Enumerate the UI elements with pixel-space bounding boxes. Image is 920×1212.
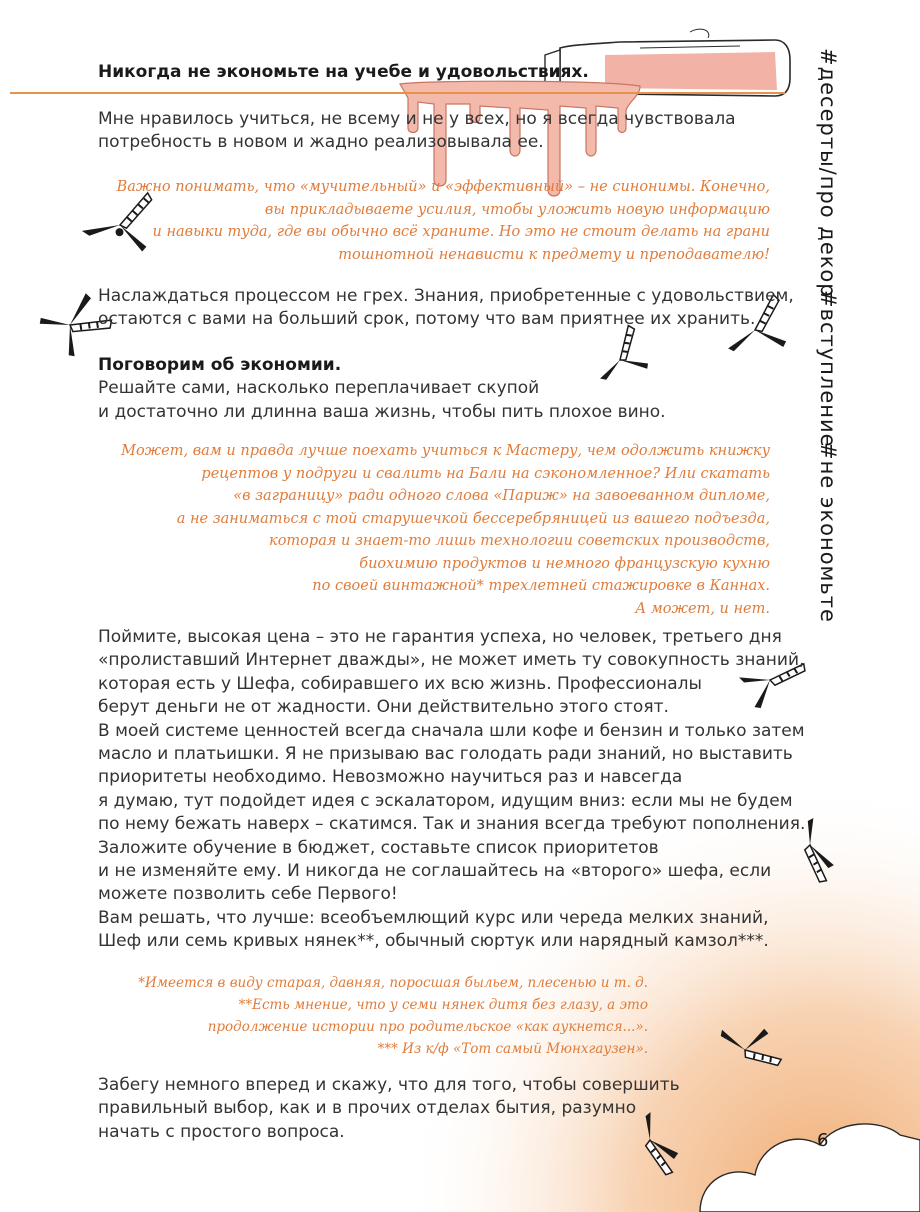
text-line: я думаю, тут подойдет идея с эскалатором, идущим вниз: если мы не будем [98, 790, 793, 811]
footnote-line: **Есть мнение, что у семи нянек дитя без глазу, а это [238, 997, 648, 1013]
text-line: можете позволить себе Первого! [98, 884, 398, 905]
text-line: Решайте сами, насколько переплачивает скупой [98, 378, 540, 399]
text-line: Шеф или семь кривых нянек**, обычный сюртук или нарядный камзол***. [98, 931, 769, 952]
text-line: Поймите, высокая цена – это не гарантия успеха, но человек, третьего дня [98, 627, 782, 647]
quote-line: Может, вам и правда лучше поехать учиться к Мастеру, чем одолжить книжку [121, 443, 770, 459]
footnote-line: *Имеется в виду старая, давняя, поросшая быльем, плесенью и т. д. [138, 975, 648, 991]
quote-line: «в заграницу» ради одного слова «Париж» на завоеванном дипломе, [233, 488, 770, 504]
text-line: потребность в новом и жадно реализовывала ее. [98, 132, 544, 153]
text-line: которая есть у Шефа, собиравшего их всю жизнь. Профессионалы [98, 673, 702, 694]
text-line: и не изменяйте ему. И никогда не соглашайтесь на «второго» шефа, если [98, 861, 772, 882]
heading-rule [10, 92, 785, 94]
text-line: правильный выбор, как и в прочих отделах бытия, разумно [98, 1098, 637, 1119]
text-line: масло и платьишки. Я не призываю вас голодать ради знаний, но выставить [98, 744, 793, 765]
tag-dont-save: #не экономьте [816, 442, 840, 623]
tag-desserts: #десерты/про декор [816, 48, 840, 298]
text-line: начать с простого вопроса. [98, 1121, 345, 1142]
quote-block-2 [121, 440, 770, 620]
quote-line: вы прикладываете усилия, чтобы уложить новую информацию [264, 201, 770, 218]
text-line: Мне нравилось учиться, не всему и не у всех, но я всегда чувствовала [98, 109, 736, 129]
text-line: и достаточно ли длинна ваша жизнь, чтобы пить плохое вино. [98, 401, 666, 422]
intro-paragraph [98, 108, 736, 155]
footnote-line: продолжение истории про родительское «как аукнется...». [207, 1019, 648, 1035]
economy-title: Поговорим об экономии. [98, 355, 342, 375]
quote-line: биохимию продуктов и немного французскую кухню [359, 555, 770, 572]
outro-paragraph [98, 1074, 680, 1144]
footnote-line: *** Из к/ф «Тот самый Мюнхгаузен». [377, 1041, 648, 1057]
text-line: «пролиставший Интернет дважды», не может иметь ту совокупность знаний, [98, 650, 805, 671]
tag-sidebar [800, 0, 850, 623]
quote-line: а не заниматься с той старушечкой бессеребряницей из вашего подъезда, [176, 510, 770, 527]
text-line: Наслаждаться процессом не грех. Знания, приобретенные с удовольствием, [98, 286, 794, 306]
page-heading: Никогда не экономьте на учебе и удовольствиях. [98, 62, 589, 82]
quote-line: Важно понимать, что «мучительный» и «эффективный» – не синонимы. Конечно, [116, 179, 770, 195]
enjoy-paragraph [98, 285, 794, 332]
quote-line: рецептов у подруги и свалить на Бали на сэкономленное? Или скатать [201, 465, 770, 482]
quote-line: А может, и нет. [635, 600, 770, 617]
text-line: приоритеты необходимо. Невозможно научиться раз и навсегда [98, 767, 683, 788]
main-paragraph [98, 626, 805, 954]
economy-section [98, 354, 666, 424]
quote-block-1 [117, 176, 770, 266]
quote-line: тошнотной ненависти к предмету и преподавателю! [338, 246, 770, 263]
text-line: В моей системе ценностей всегда сначала шли кофе и бензин и только затем [98, 720, 805, 741]
tag-intro: #вступление [816, 290, 840, 448]
text-line: Заложите обучение в бюджет, составьте список приоритетов [98, 837, 659, 858]
text-line: по нему бежать наверх – скатимся. Так и знания всегда требуют пополнения. [98, 814, 806, 835]
text-line: Вам решать, что лучше: всеобъемлющий курс или череда мелких знаний, [98, 907, 769, 928]
page-number: 6 [817, 1130, 829, 1151]
text-line: берут деньги не от жадности. Они действительно этого стоят. [98, 697, 669, 718]
text-line: Забегу немного вперед и скажу, что для того, чтобы совершить [98, 1075, 680, 1095]
text-line: остаются с вами на больший срок, потому что вам приятнее их хранить. [98, 309, 756, 330]
footnotes [138, 972, 648, 1060]
quote-line: которая и знает-то лишь технологии советских производств, [269, 533, 770, 549]
quote-line: по своей винтажной* трехлетней стажировке в Каннах. [312, 578, 770, 594]
quote-line: и навыки туда, где вы обычно всё храните. Но это не стоит делать на грани [152, 224, 770, 240]
